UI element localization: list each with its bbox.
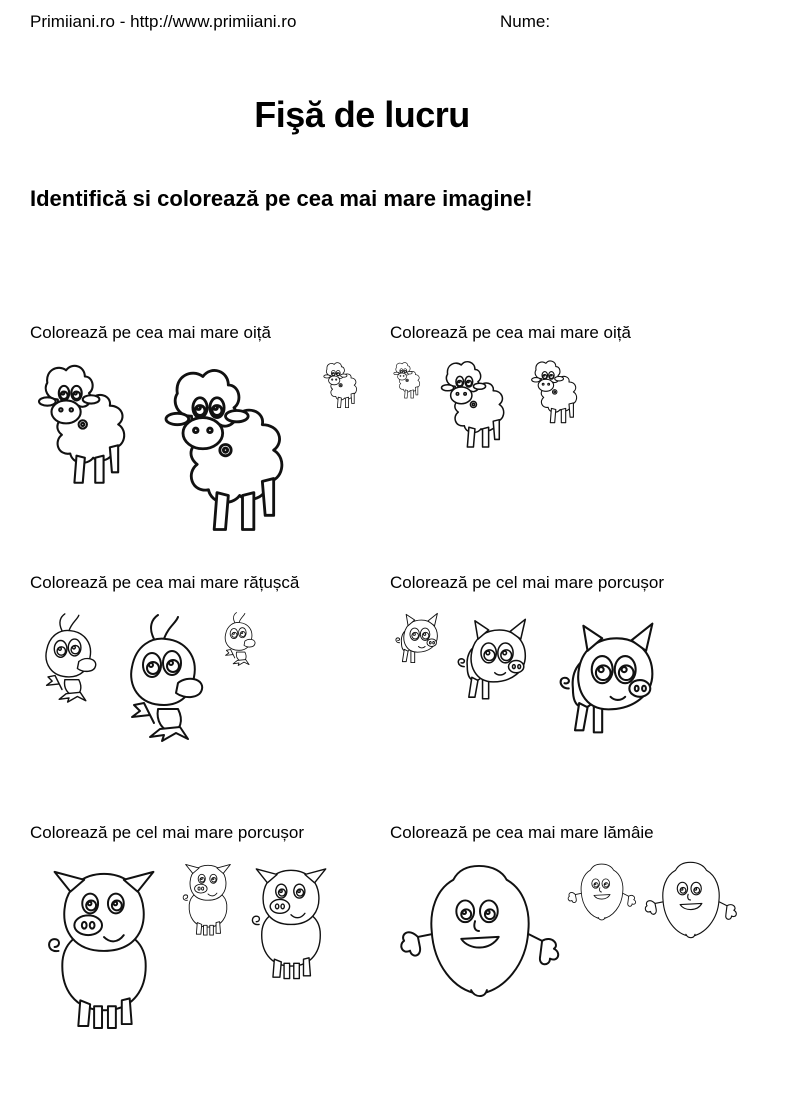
exercise-caption-4: Colorează pe cel mai mare porcușor	[390, 573, 665, 592]
lemon-icon[interactable]	[642, 860, 740, 940]
pig-icon[interactable]	[178, 860, 238, 936]
lemon-icon[interactable]	[566, 862, 638, 922]
pig-icon[interactable]	[244, 862, 338, 980]
name-label: Nume:	[500, 12, 551, 31]
sheep-icon[interactable]	[158, 368, 310, 538]
duckling-icon[interactable]	[34, 612, 104, 704]
sheep-icon[interactable]	[34, 364, 144, 489]
sheep-icon[interactable]	[393, 362, 425, 400]
duckling-icon[interactable]	[218, 610, 260, 668]
sheep-icon[interactable]	[440, 358, 516, 454]
piglet-icon[interactable]	[552, 610, 667, 746]
pig-icon[interactable]	[36, 862, 172, 1030]
exercise-caption-2: Colorează pe cea mai mare oiță	[390, 323, 631, 342]
piglet-icon[interactable]	[392, 608, 444, 668]
exercise-caption-3: Colorează pe cea mai mare rățușcă	[30, 573, 300, 592]
instruction: Identifică si colorează pe cea mai mare imagine!	[30, 186, 533, 211]
sheep-icon[interactable]	[530, 360, 586, 426]
site-credit: Primiiani.ro - http://www.primiiani.ro	[30, 12, 297, 31]
exercise-caption-6: Colorează pe cea mai mare lămâie	[390, 823, 654, 842]
sheep-icon[interactable]	[322, 362, 364, 410]
lemon-icon[interactable]	[394, 862, 566, 1000]
exercise-caption-5: Colorează pe cel mai mare porcușor	[30, 823, 305, 842]
page-title: Fişă de lucru	[254, 94, 470, 135]
duckling-icon[interactable]	[114, 612, 214, 744]
exercise-caption-1: Colorează pe cea mai mare oiță	[30, 323, 271, 342]
piglet-icon[interactable]	[452, 610, 536, 708]
